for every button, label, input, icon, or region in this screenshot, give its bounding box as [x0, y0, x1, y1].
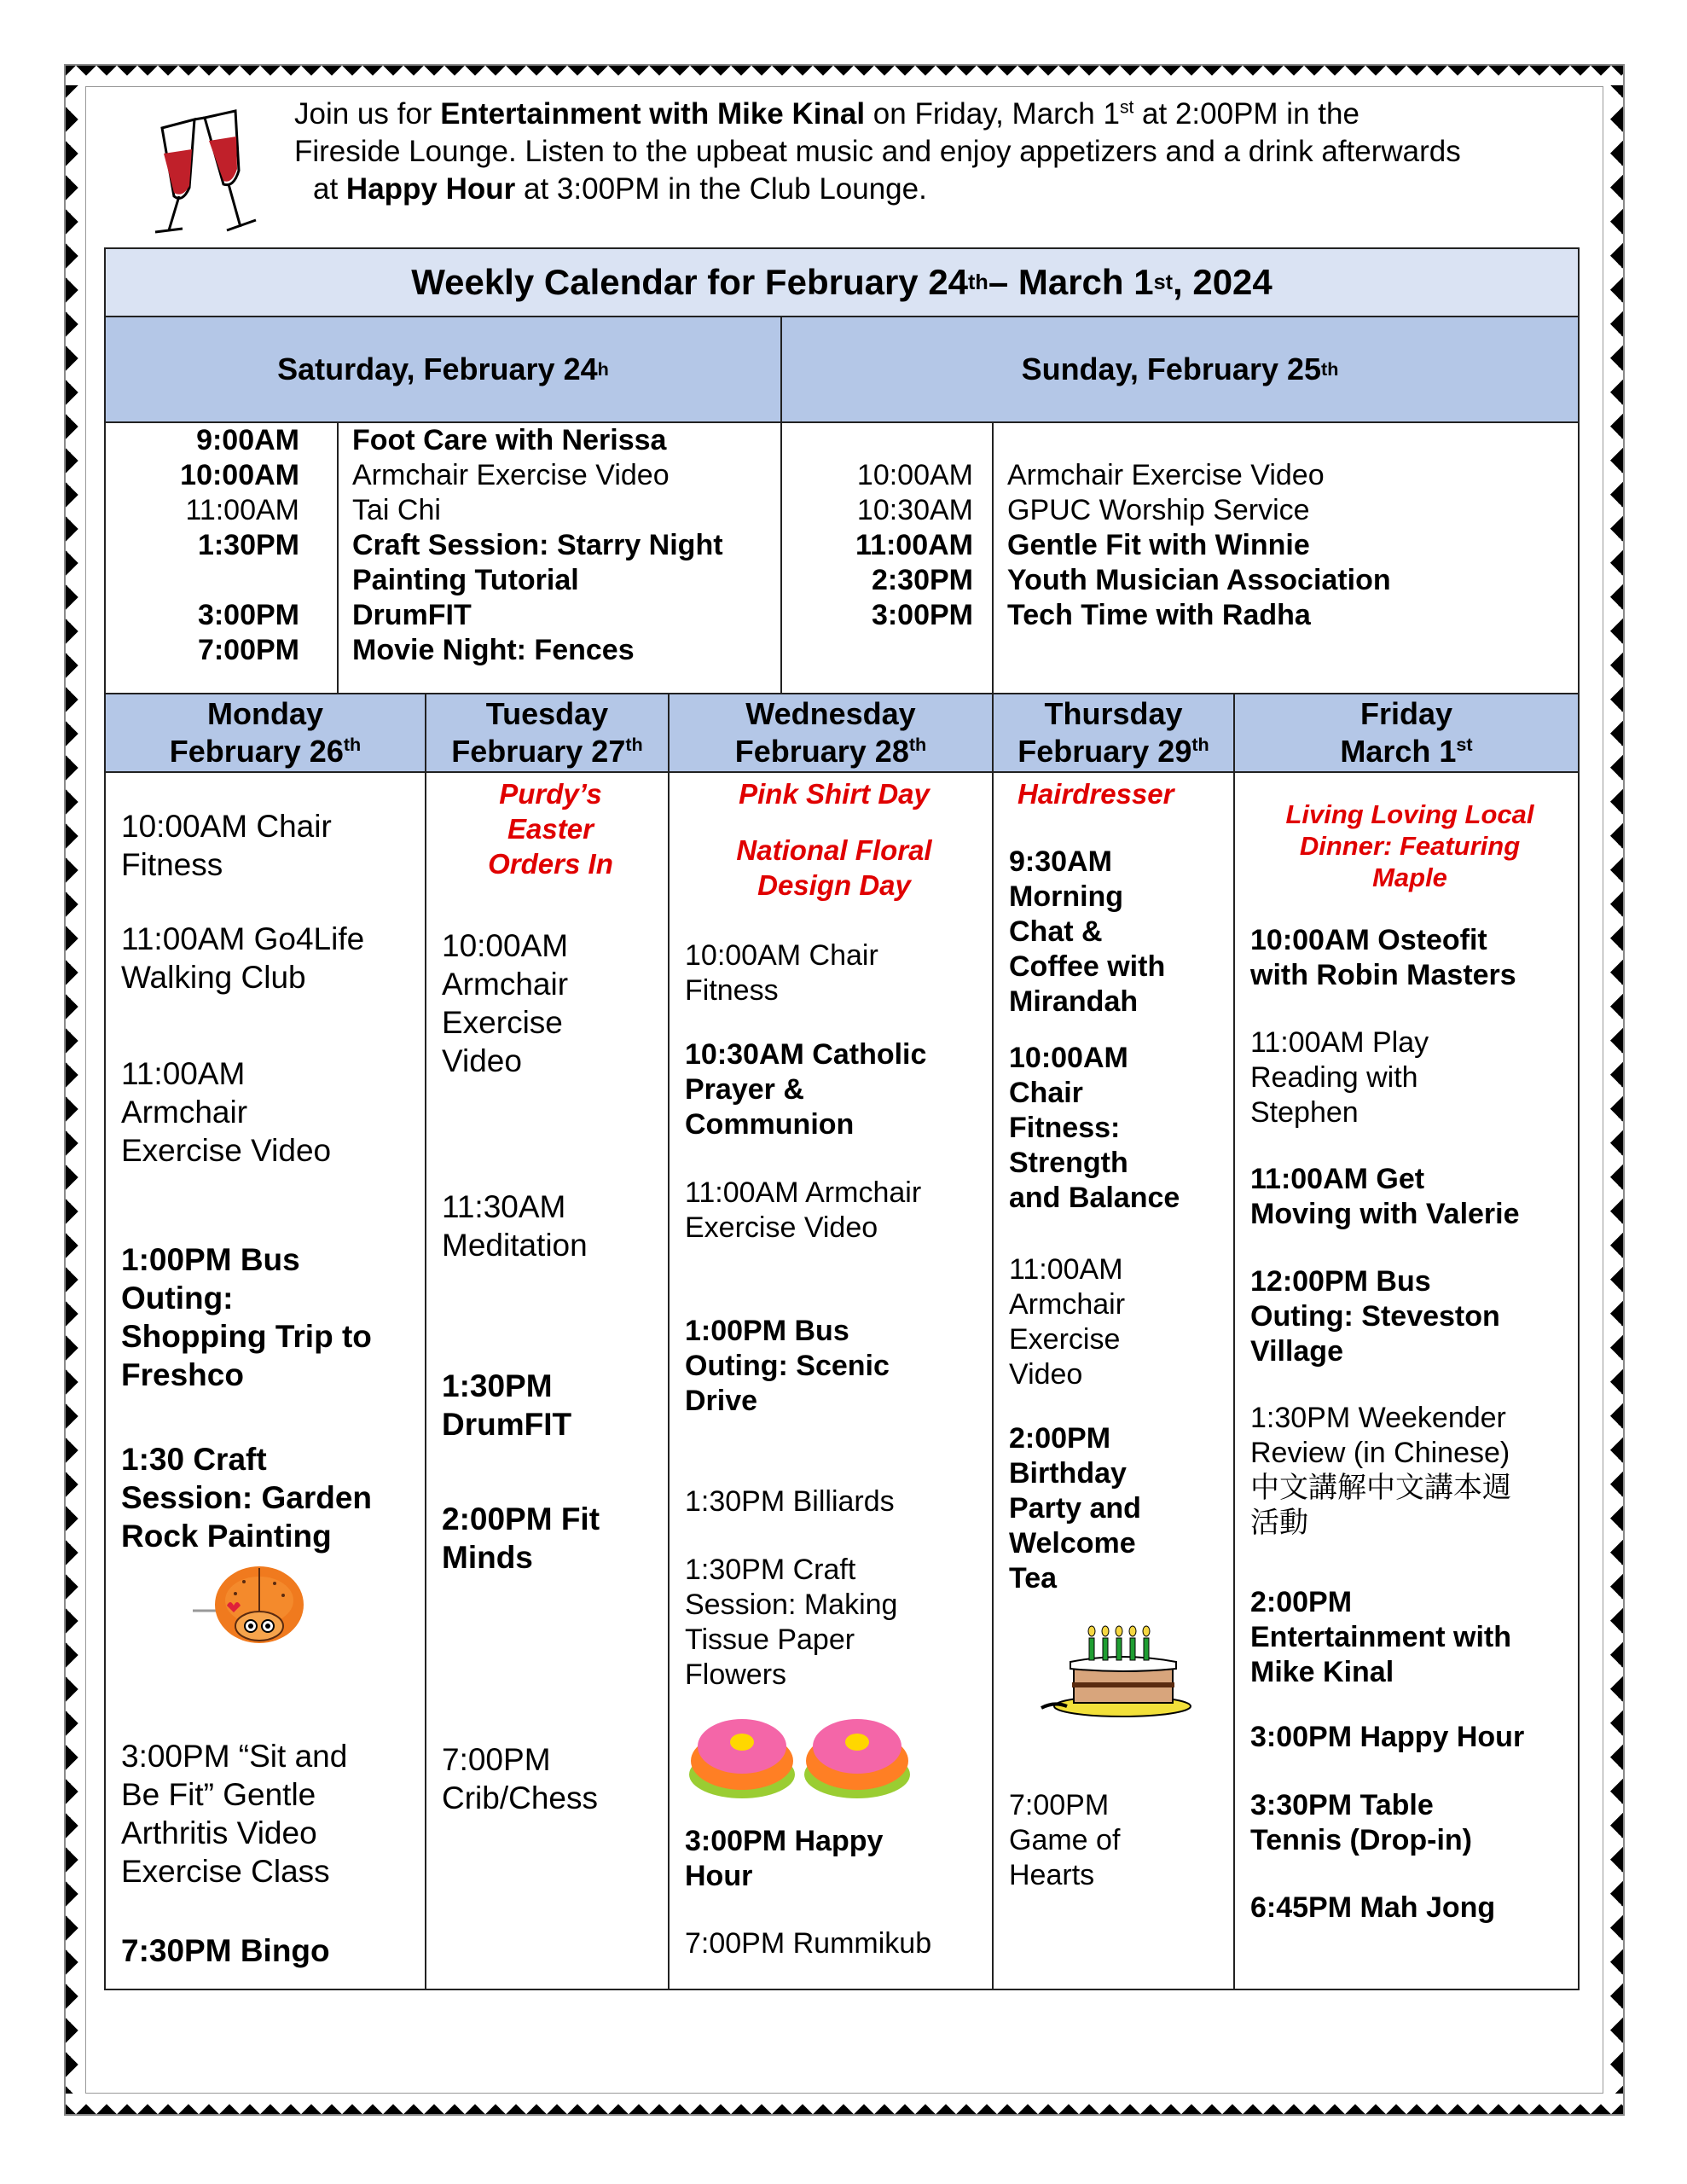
event-time: 9:00AM: [196, 424, 299, 456]
friday-events: [1235, 773, 1578, 1989]
event-item: 2:00PM Entertainment with Mike Kinal: [1250, 1586, 1512, 1688]
wednesday-events: [670, 773, 994, 1989]
weekday-header-row: [106, 694, 1578, 773]
event-item: 10:00AM Chair Fitness: [685, 939, 878, 1007]
announcement-text: [294, 96, 1557, 208]
tuesday-events: [426, 773, 670, 1989]
event-item: 3:00PM “Sit and Be Fit” Gentle Arthritis Video Exercise Class: [121, 1739, 348, 1889]
event-time: 1:30PM: [197, 529, 299, 561]
event-title: Movie Night: Fences: [352, 634, 635, 666]
event-time: 3:00PM: [197, 599, 299, 631]
zigzag-border-right: [1606, 85, 1623, 2094]
event-item: 1:00PM Bus Outing: Shopping Trip to Freshco: [121, 1242, 372, 1392]
event-item: 10:00AM Chair Fitness: [121, 809, 332, 882]
event-item: 1:30PM Weekender Review (in Chinese): [1250, 1402, 1510, 1469]
event-title: Painting Tutorial: [352, 564, 579, 596]
event-item: 7:00PM Rummikub: [685, 1927, 932, 1960]
sunday-events: [994, 423, 1391, 693]
event-item: 3:00PM Happy Hour: [1250, 1721, 1525, 1753]
sunday-heading: Sunday, February 25 th: [1021, 351, 1339, 386]
event-time: 11:00AM: [855, 529, 973, 561]
event-item: 1:30PM Billiards: [685, 1485, 895, 1518]
event-item: 1:00PM Bus Outing: Scenic Drive: [685, 1315, 890, 1417]
event-item: 中文講解中文講本週 活動: [1250, 1471, 1511, 1540]
event-item: 11:00AM Go4Life Walking Club: [121, 921, 365, 995]
event-item: 1:30 Craft Session: Garden Rock Painting: [121, 1442, 373, 1554]
event-item: 10:00AM Chair Fitness: Strength and Balance: [1009, 1042, 1180, 1214]
event-time: 10:00AM: [856, 459, 973, 491]
sunday-schedule: [782, 423, 1578, 693]
wednesday-heading: Wednesday February 28th: [670, 694, 994, 771]
event-title: Tech Time with Radha: [1007, 599, 1311, 631]
event-item: 2:00PM Fit Minds: [442, 1502, 600, 1575]
event-item: 3:00PM Happy Hour: [685, 1825, 884, 1892]
wine-glasses-icon: [145, 102, 281, 239]
event-item: 11:30AM Meditation: [442, 1189, 588, 1263]
special-note: Living Loving Local Dinner: Featuring Maple: [1285, 799, 1534, 892]
zigzag-border-left: [66, 85, 83, 2094]
special-note: Purdy’s Easter Orders In: [488, 778, 613, 880]
monday-events: [106, 773, 426, 1989]
event-item: 7:30PM Bingo: [121, 1933, 330, 1968]
weekly-calendar-table: [104, 247, 1580, 1990]
announcement-line-3: at Happy Hour at 3:00PM in the Club Lounge.: [313, 172, 927, 206]
event-item: 11:00AM Play Reading with Stephen: [1250, 1026, 1429, 1129]
sunday-times: [782, 423, 994, 693]
event-title: Tai Chi: [352, 494, 441, 526]
event-time: 10:30AM: [856, 494, 973, 526]
thursday-events: [994, 773, 1235, 1989]
event-time: 7:00PM: [197, 634, 299, 666]
event-item: 10:30AM Catholic Prayer & Communion: [685, 1038, 927, 1141]
weekend-events-row: [106, 423, 1578, 694]
event-item: 1:30PM Craft Session: Making Tissue Paper Flowers: [685, 1554, 898, 1691]
announcement-line-2: Fireside Lounge. Listen to the upbeat music and enjoy appetizers and a drink afterwards: [294, 135, 1461, 168]
event-time: 3:00PM: [871, 599, 973, 631]
event-item: 1:30PM DrumFIT: [442, 1368, 572, 1442]
event-item: 11:00AM Armchair Exercise Video: [685, 1176, 922, 1244]
tuesday-heading: Tuesday February 27th: [426, 694, 670, 771]
event-title: Youth Musician Association: [1007, 564, 1391, 596]
event-item: 9:30AM Morning Chat & Coffee with Mirandah: [1009, 845, 1166, 1018]
special-note: National Floral Design Day: [736, 834, 932, 901]
flower: [689, 1719, 795, 1798]
event-item: 2:00PM Birthday Party and Welcome Tea: [1009, 1422, 1141, 1594]
event-item: 11:00AM Armchair Exercise Video: [121, 1056, 332, 1168]
event-title: Foot Care with Nerissa: [352, 424, 667, 456]
event-title: Gentle Fit with Winnie: [1007, 529, 1310, 561]
event-item: 11:00AM Get Moving with Valerie: [1250, 1163, 1520, 1230]
weekday-events-row: [106, 773, 1578, 1989]
birthday-cake-image: [1033, 1619, 1195, 1722]
event-title: DrumFIT: [352, 599, 472, 631]
event-item: 10:00AM Osteofit with Robin Masters: [1250, 924, 1516, 991]
event-time: 11:00AM: [185, 494, 299, 526]
flower: [804, 1719, 910, 1798]
event-title: Armchair Exercise Video: [352, 459, 670, 491]
saturday-schedule: [106, 423, 782, 693]
event-item: 11:00AM Armchair Exercise Video: [1009, 1253, 1126, 1391]
event-item: 12:00PM Bus Outing: Steveston Village: [1250, 1265, 1500, 1368]
zigzag-border-top: [66, 66, 1623, 86]
event-title: GPUC Worship Service: [1007, 494, 1310, 526]
saturday-events: [339, 423, 723, 693]
event-time: 10:00AM: [180, 459, 299, 491]
event-title: Armchair Exercise Video: [1007, 459, 1325, 491]
special-note: Pink Shirt Day: [739, 778, 930, 810]
saturday-heading: Saturday, February 24 h: [106, 317, 782, 421]
event-time: [106, 563, 299, 598]
special-note: Hairdresser: [1017, 778, 1174, 810]
monday-heading: Monday February 26th: [106, 694, 426, 771]
event-item: 6:45PM Mah Jong: [1250, 1891, 1496, 1924]
event-item: 7:00PM Game of Hearts: [1009, 1789, 1121, 1891]
event-item: 3:30PM Table Tennis (Drop-in): [1250, 1789, 1472, 1856]
calendar-title: Weekly Calendar for February 24 th – March 1 st , 2024: [106, 249, 1578, 317]
event-title: Craft Session: Starry Night: [352, 529, 723, 561]
event-item: 7:00PM Crib/Chess: [442, 1742, 598, 1815]
saturday-times: [106, 423, 339, 693]
event-time: 2:30PM: [871, 564, 973, 596]
tissue-paper-flowers-image: [687, 1708, 925, 1802]
thursday-heading: Thursday February 29th: [994, 694, 1235, 771]
zigzag-border-bottom: [66, 2094, 1623, 2114]
event-item: 10:00AM Armchair Exercise Video: [442, 928, 569, 1078]
friday-heading: Friday March 1st: [1340, 696, 1473, 769]
weekend-header-row: [106, 317, 1578, 423]
announcement-line-1: Join us for Entertainment with Mike Kinal on Friday, March 1st at 2:00PM in the: [294, 97, 1359, 131]
ladybug-rock-image: [183, 1558, 310, 1652]
